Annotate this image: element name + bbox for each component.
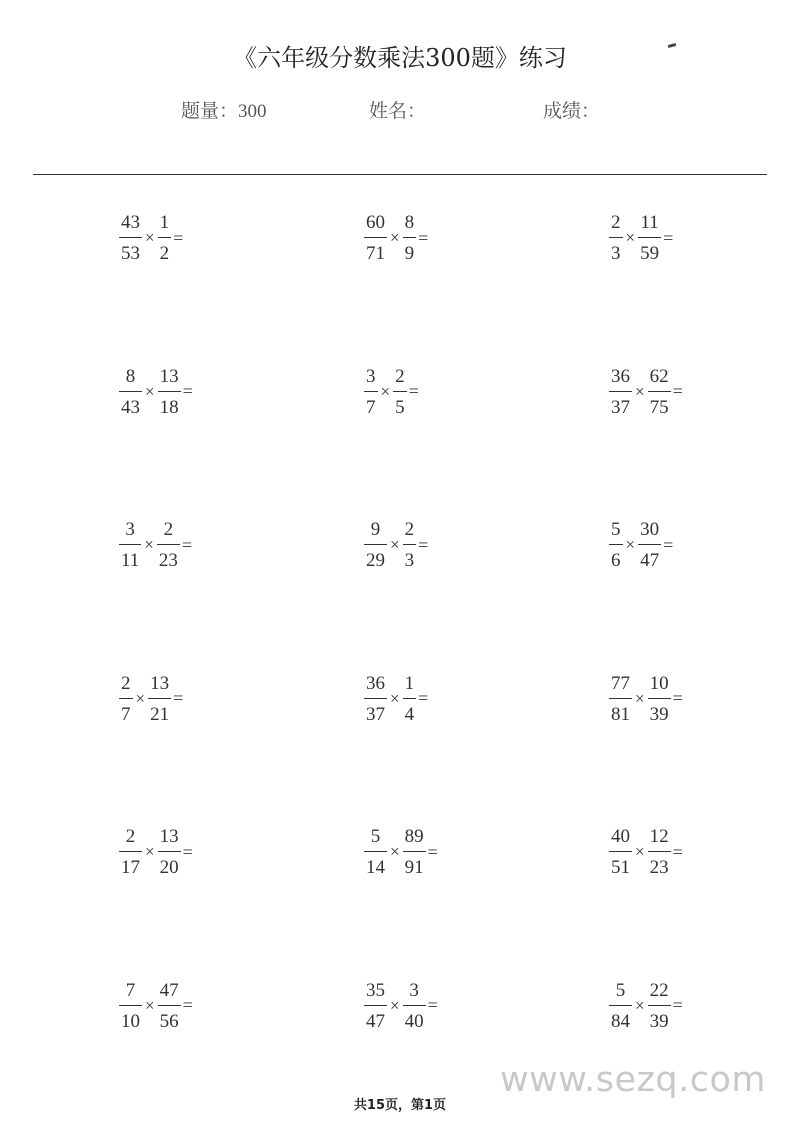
denominator: 21 [150, 703, 170, 725]
fraction [648, 367, 671, 417]
times-sign: × [390, 995, 400, 1015]
fraction [364, 827, 387, 877]
fraction [119, 367, 142, 417]
fraction [403, 213, 417, 263]
times-sign: × [625, 228, 636, 247]
fraction [158, 827, 181, 877]
denominator: 20 [159, 857, 179, 878]
fraction [119, 981, 142, 1031]
question-count-label: 题量： [181, 100, 239, 122]
numerator: 3 [409, 979, 419, 1001]
equals-sign: = [672, 841, 683, 862]
denominator: 3 [404, 550, 415, 571]
denominator: 84 [611, 1010, 630, 1032]
problem-item [0, 666, 265, 732]
denominator: 14 [366, 857, 385, 878]
fraction [609, 674, 632, 724]
times-sign: × [390, 535, 400, 554]
problem-item [0, 819, 265, 885]
numerator: 47 [159, 979, 179, 1001]
equals-sign: = [672, 688, 683, 708]
problem-item [265, 512, 510, 578]
equals-sign: = [418, 227, 429, 248]
times-sign: × [135, 688, 146, 708]
name-label: 姓名： [369, 100, 427, 122]
equals-sign: = [663, 534, 674, 555]
numerator: 3 [125, 519, 135, 540]
numerator: 5 [370, 826, 381, 847]
denominator: 39 [649, 1010, 669, 1032]
question-count [181, 96, 267, 123]
fraction [364, 520, 387, 570]
fraction [364, 674, 387, 724]
numerator: 8 [125, 365, 136, 387]
times-sign: × [390, 688, 400, 708]
fraction [158, 367, 181, 417]
fraction [609, 827, 632, 877]
site-watermark: www.sezq.com [500, 1060, 767, 1100]
problem-grid [0, 205, 800, 1126]
numerator: 36 [611, 365, 630, 387]
numerator: 2 [611, 212, 621, 233]
fraction [638, 520, 661, 570]
times-sign: × [635, 995, 645, 1015]
fraction [403, 674, 417, 724]
fraction [119, 674, 133, 724]
numerator: 1 [159, 212, 170, 233]
problem-item [510, 819, 800, 885]
times-sign: × [145, 228, 155, 247]
times-sign: × [390, 228, 400, 247]
numerator: 3 [366, 365, 376, 387]
worksheet-title: 《六年级分数乘法300题》练习 [233, 44, 567, 72]
fraction [609, 520, 623, 570]
problem-item [265, 666, 510, 732]
denominator: 7 [121, 703, 131, 725]
fraction [609, 367, 632, 417]
fraction [403, 827, 426, 877]
equals-sign: = [408, 381, 419, 401]
fraction [364, 367, 378, 417]
denominator: 43 [121, 396, 140, 418]
question-count-value: 300 [238, 101, 267, 122]
equals-sign: = [173, 227, 184, 248]
equals-sign: = [173, 688, 184, 708]
numerator: 2 [395, 365, 405, 387]
problem-item [265, 819, 510, 885]
numerator: 13 [159, 826, 179, 847]
problem-item [0, 205, 265, 271]
problem-item [0, 359, 265, 425]
problem-item [510, 359, 800, 425]
numerator: 2 [121, 672, 131, 694]
numerator: 30 [640, 519, 660, 540]
score-field [543, 96, 600, 123]
problem-item [510, 973, 800, 1039]
times-sign: × [635, 842, 645, 861]
times-sign: × [145, 381, 155, 401]
equals-sign: = [182, 841, 193, 862]
fraction [148, 674, 171, 724]
equals-sign: = [672, 381, 683, 401]
denominator: 56 [159, 1010, 179, 1032]
times-sign: × [635, 381, 645, 401]
fraction [648, 827, 671, 877]
fraction [119, 213, 142, 263]
denominator: 4 [404, 703, 415, 725]
fraction [638, 213, 661, 263]
numerator: 89 [404, 826, 424, 847]
numerator: 8 [404, 212, 415, 233]
fraction [158, 981, 181, 1031]
numerator: 60 [366, 212, 385, 233]
numerator: 77 [611, 672, 630, 694]
equals-sign: = [663, 227, 674, 248]
score-label: 成绩： [543, 100, 601, 122]
equals-sign: = [182, 381, 193, 401]
numerator: 35 [366, 979, 385, 1001]
denominator: 23 [158, 550, 178, 571]
name-field [369, 96, 426, 123]
times-sign: × [635, 688, 645, 708]
problem-item [510, 666, 800, 732]
denominator: 11 [121, 550, 140, 571]
equals-sign: = [418, 688, 429, 708]
times-sign: × [390, 842, 400, 861]
denominator: 5 [395, 396, 405, 418]
fraction [119, 827, 142, 877]
denominator: 37 [611, 396, 630, 418]
denominator: 3 [611, 243, 621, 264]
problem-item [265, 205, 510, 271]
denominator: 23 [649, 857, 669, 878]
numerator: 12 [649, 826, 669, 847]
problem-item [265, 359, 510, 425]
problem-item [510, 205, 800, 271]
denominator: 59 [640, 243, 660, 264]
denominator: 75 [649, 396, 669, 418]
fraction [403, 520, 417, 570]
problem-item [265, 973, 510, 1039]
numerator: 1 [404, 672, 415, 694]
numerator: 9 [370, 519, 381, 540]
header-divider [33, 174, 767, 175]
numerator: 13 [150, 672, 170, 694]
denominator: 7 [366, 396, 376, 418]
numerator: 2 [404, 519, 415, 540]
numerator: 22 [649, 979, 669, 1001]
denominator: 29 [366, 550, 385, 571]
numerator: 7 [125, 979, 136, 1001]
numerator: 2 [125, 826, 136, 847]
numerator: 11 [640, 212, 659, 233]
denominator: 81 [611, 703, 630, 725]
denominator: 39 [649, 703, 669, 725]
denominator: 37 [366, 703, 385, 725]
denominator: 2 [159, 243, 170, 264]
times-sign: × [144, 535, 154, 554]
fraction [648, 674, 671, 724]
times-sign: × [145, 995, 155, 1015]
numerator: 43 [121, 212, 140, 233]
times-sign: × [380, 381, 391, 401]
equals-sign: = [182, 995, 193, 1015]
denominator: 51 [611, 857, 630, 878]
fraction [393, 367, 407, 417]
denominator: 6 [611, 550, 621, 571]
fraction [609, 213, 623, 263]
denominator: 71 [366, 243, 385, 264]
denominator: 18 [159, 396, 179, 418]
denominator: 91 [404, 857, 424, 878]
problem-item [510, 512, 800, 578]
numerator: 40 [611, 826, 630, 847]
fraction [158, 213, 172, 263]
equals-sign: = [672, 995, 683, 1015]
times-sign: × [625, 535, 636, 554]
numerator: 62 [649, 365, 669, 387]
denominator: 53 [121, 243, 140, 264]
numerator: 5 [611, 519, 621, 540]
denominator: 17 [121, 857, 140, 878]
denominator: 10 [121, 1010, 140, 1032]
fraction [364, 981, 387, 1031]
denominator: 47 [366, 1010, 385, 1032]
fraction [609, 981, 632, 1031]
fraction [157, 520, 180, 570]
fraction [119, 520, 141, 570]
page-footer: 共15页，第1页 [353, 1098, 447, 1113]
numerator: 13 [159, 365, 179, 387]
equals-sign: = [427, 841, 438, 862]
times-sign: × [145, 842, 155, 861]
numerator: 36 [366, 672, 385, 694]
numerator: 5 [615, 979, 626, 1001]
denominator: 40 [404, 1010, 424, 1032]
problem-item [0, 512, 265, 578]
numerator: 10 [649, 672, 669, 694]
equals-sign: = [427, 995, 438, 1015]
fraction [648, 981, 671, 1031]
denominator: 9 [404, 243, 415, 264]
fraction [364, 213, 387, 263]
equals-sign: = [181, 534, 193, 555]
problem-item [0, 973, 265, 1039]
denominator: 47 [640, 550, 660, 571]
fraction [403, 981, 426, 1031]
equals-sign: = [418, 534, 429, 555]
numerator: 2 [163, 519, 174, 540]
